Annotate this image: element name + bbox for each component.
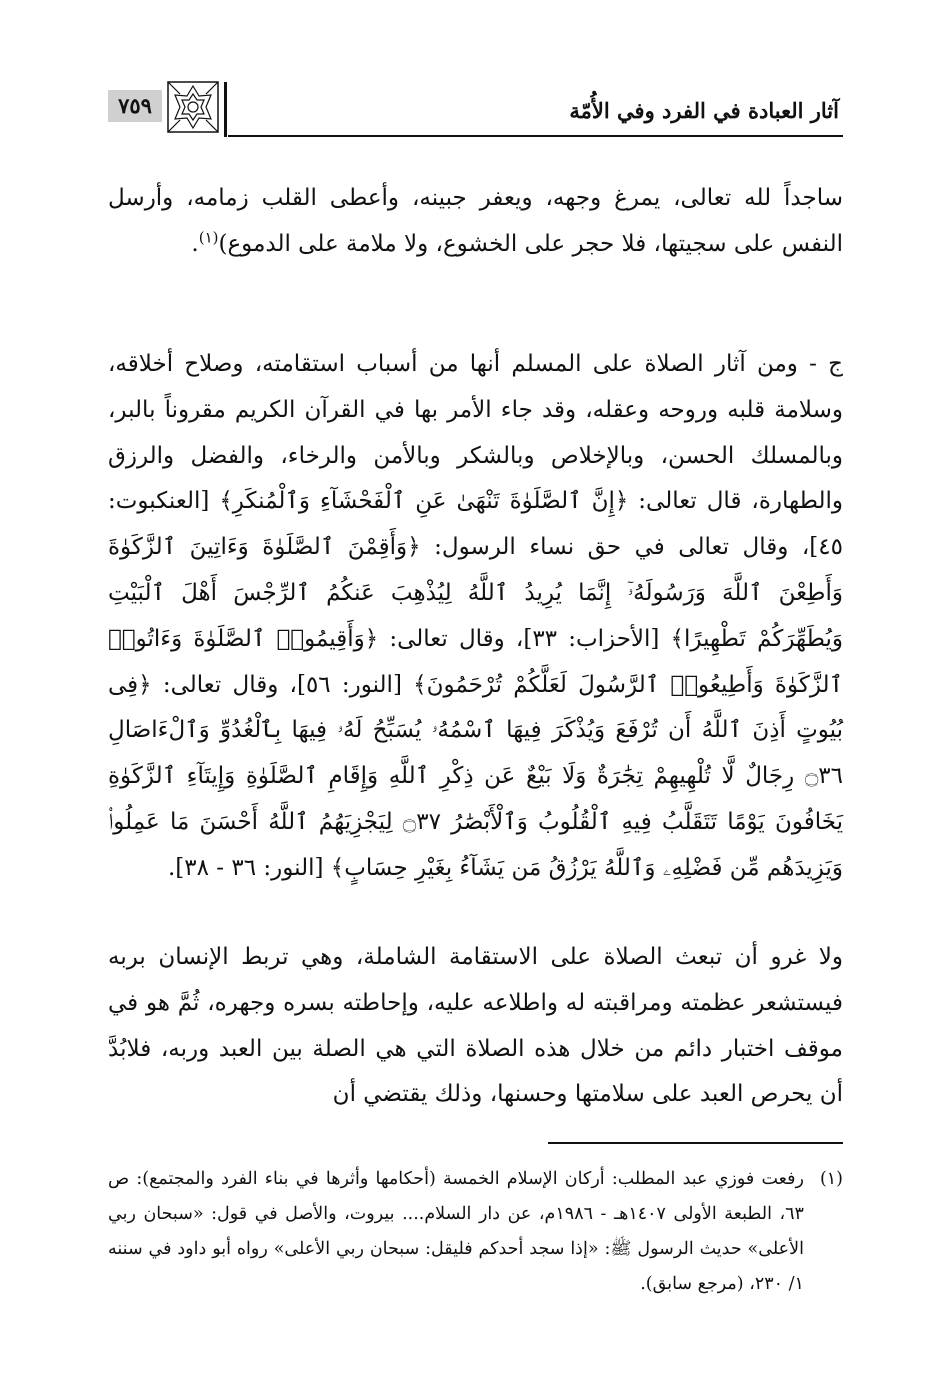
footnote-number: (١) [819,1169,843,1189]
footnote-text: رفعت فوزي عبد المطلب: أركان الإسلام الخمسة (أحكامها وأثرها في بناء الفرد والمجتمع): ص ٦٣، الطبعة الأولى ١٤٠٧هـ - ١٩٨٦م، عن دار السلام.... بيروت، والأصل في قول: «سبحان ربي الأعلى» حديث الرسول ﷺ: «إذا سجد أحدكم فليقل: سبحان ربي الأعلى» رواه أبو داود في سننه ١/ ٢٣٠، (مرجع سابق). [108,1169,804,1294]
footnote-reference: (١) [198,228,219,247]
header-title: آثار العبادة في الفرد وفي الأُمّة [569,98,839,123]
footnote-separator [548,1142,843,1144]
paragraph-1-end: . [191,230,199,257]
header-divider [224,82,227,137]
paragraph-3: ولا غرو أن تبعث الصلاة على الاستقامة الشاملة، وهي تربط الإنسان بربه فيستشعر عظمته ومراقبته له واطلاعه عليه، وإحاطته بسره وجهره، ثُمَّ هو في موقف اختبار دائم من خلال هذه الصلاة التي هي الصلة بين العبد وربه، فلابُدَّ أن يحرص العبد على سلامتها وحسنها، وذلك يقتضي أن [108,944,843,1108]
paragraph-1 [108,176,843,268]
page-number: ٧٥٩ [108,90,162,122]
geometric-ornament-icon [166,80,220,134]
paragraph-2: ج - ومن آثار الصلاة على المسلم أنها من أسباب استقامته، وصلاح أخلاقه، وسلامة قلبه وروحه وعقله، وقد جاء الأمر بها في القرآن الكريم مقروناً بالبر، وبالمسلك الحسن، وبالإخلاص وبالشكر وبالأمن والرخاء، والفضل والرزق والطهارة، قال تعالى: ﴿إِنَّ ٱلصَّلَوٰةَ تَنْهَىٰ عَنِ ٱلْفَحْشَآءِ وَٱلْمُنكَرِ﴾ [العنكبوت: ٤٥]، وقال تعالى في حق نساء الرسول: ﴿وَأَقِمْنَ ٱلصَّلَوٰةَ وَءَاتِينَ ٱلزَّكَوٰةَ وَأَطِعْنَ ٱللَّهَ وَرَسُولَهُۥٓ إِنَّمَا يُرِيدُ ٱللَّهُ لِيُذْهِبَ عَنكُمُ ٱلرِّجْسَ أَهْلَ ٱلْبَيْتِ وَيُطَهِّرَكُمْ تَطْهِيرًا﴾ [الأحزاب: ٣٣]، وقال تعالى: ﴿وَأَقِيمُوا۟ ٱلصَّلَوٰةَ وَءَاتُوا۟ ٱلزَّكَوٰةَ وَأَطِيعُوا۟ ٱلرَّسُولَ لَعَلَّكُمْ تُرْحَمُونَ﴾ [النور: ٥٦]، وقال تعالى: ﴿فِى بُيُوتٍ أَذِنَ ٱللَّهُ أَن تُرْفَعَ وَيُذْكَرَ فِيهَا ٱسْمُهُۥ يُسَبِّحُ لَهُۥ فِيهَا بِٱلْغُدُوِّ وَٱلْءَاصَالِ ۝٣٦ رِجَالٌ لَّا تُلْهِيهِمْ تِجَٰرَةٌ وَلَا بَيْعٌ عَن ذِكْرِ ٱللَّهِ وَإِقَامِ ٱلصَّلَوٰةِ وَإِيتَآءِ ٱلزَّكَوٰةِ يَخَافُونَ يَوْمًا تَتَقَلَّبُ فِيهِ ٱلْقُلُوبُ وَٱلْأَبْصَٰرُ ۝٣٧ لِيَجْزِيَهُمُ ٱللَّهُ أَحْسَنَ مَا عَمِلُوا۟ وَيَزِيدَهُم مِّن فَضْلِهِۦ وَٱللَّهُ يَرْزُقُ مَن يَشَآءُ بِغَيْرِ حِسَابٍ﴾ [النور: ٣٦ - ٣٨]. [108,351,844,881]
footnote-1 [108,1162,843,1302]
running-header [108,72,843,136]
paragraph-1-text: ساجداً لله تعالى، يمرغ وجهه، ويعفر جبينه، وأعطى القلب زمامه، وأرسل النفس على سجيتها، فلا حجر على الخشوع، ولا ملامة على الدموع) [108,185,843,257]
header-rule [228,135,843,137]
